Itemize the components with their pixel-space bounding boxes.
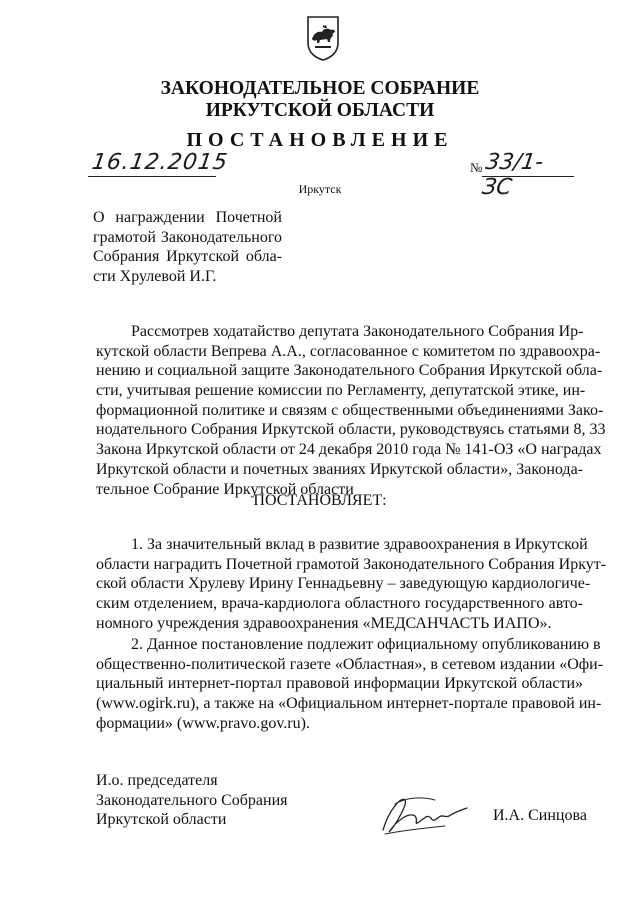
subject-line: О награждении Почетной: [93, 209, 282, 226]
paragraph-line: формации» (www.pravo.gov.ru).: [96, 714, 310, 732]
paragraph-line: ским отделением, врача-кардиолога областного государственного авто-: [96, 595, 583, 613]
paragraph-line: ской области Хрулеву Ирину Геннадьевну – заведующую кардиологиче-: [96, 575, 591, 593]
org-name-line1: ЗАКОНОДАТЕЛЬНОЕ СОБРАНИЕ: [160, 78, 480, 99]
paragraph-line: Рассмотрев ходатайство депутата Законодательного Собрания Ир-: [131, 323, 584, 340]
paragraph-line: кутской области Вепрева А.А., согласованное с комитетом по здравоохра-: [96, 342, 601, 360]
resolves-heading: ПОСТАНОВЛЯЕТ:: [253, 492, 387, 509]
paragraph-line: 1. За значительный вклад в развитие здравоохранения в Иркутской: [131, 536, 588, 553]
signatory-name: И.А. Синцова: [493, 807, 587, 824]
document-type: ПОСТАНОВЛЕНИЕ: [186, 129, 454, 151]
date-underline: [88, 176, 216, 177]
paragraph-line: номного учреждения здравоохранения «МЕДСАНЧАСТЬ ИАПО».: [96, 614, 552, 632]
number-sign: №: [470, 160, 483, 175]
paragraph-line: сти, учитывая решение комиссии по Регламенту, депутатской этике, ин-: [96, 382, 586, 400]
paragraph-line: общественно-политической газете «Областная», в сетевом издании «Офи-: [96, 655, 604, 673]
position-line: Законодательного Собрания: [96, 791, 288, 809]
subject-line: Собрания Иркутской обла-: [93, 248, 282, 265]
paragraph-line: Иркутской области и почетных званиях Иркутской области», Законода-: [96, 460, 583, 478]
preamble-paragraph: [96, 322, 606, 499]
item-2-paragraph: [96, 635, 604, 733]
paragraph-line: нению и социальной защите Законодательного Собрания Иркутской обла-: [96, 362, 603, 380]
number-underline: [482, 176, 574, 177]
paragraph-line: нодательного Собрания Иркутской области, руководствуясь статьями 8, 33: [96, 421, 606, 439]
paragraph-line: (www.ogirk.ru), а также на «Официальном интернет-портале правовой ин-: [96, 695, 602, 713]
handwritten-signature: [375, 790, 475, 840]
coat-of-arms-icon: [306, 15, 340, 61]
signatory-position: [96, 771, 288, 830]
position-line: Иркутской области: [96, 811, 227, 829]
city-label: Иркутск: [298, 182, 342, 196]
org-name-line2: ИРКУТСКОЙ ОБЛАСТИ: [205, 100, 435, 121]
subject-line: сти Хрулевой И.Г.: [93, 267, 217, 285]
subject-line: грамотой Законодательного: [93, 228, 282, 246]
document-date: 16.12.2015: [90, 150, 230, 175]
subject-heading: [93, 208, 282, 286]
paragraph-line: циальный интернет-портал правовой информации Иркутской области»: [96, 675, 583, 693]
paragraph-line: Закона Иркутской области от 24 декабря 2010 года № 141-ОЗ «О наградах: [96, 441, 602, 459]
item-1-paragraph: [96, 535, 607, 633]
paragraph-line: 2. Данное постановление подлежит официальному опубликованию в: [131, 636, 601, 653]
position-line: И.о. председателя: [96, 772, 218, 789]
paragraph-line: тельное Собрание Иркутской области: [96, 480, 354, 498]
paragraph-line: формационной политике и связям с общественными объединениями Зако-: [96, 401, 604, 419]
document-number: 33/1-ЗС: [480, 150, 545, 200]
paragraph-line: области наградить Почетной грамотой Законодательного Собрания Иркут-: [96, 555, 607, 573]
